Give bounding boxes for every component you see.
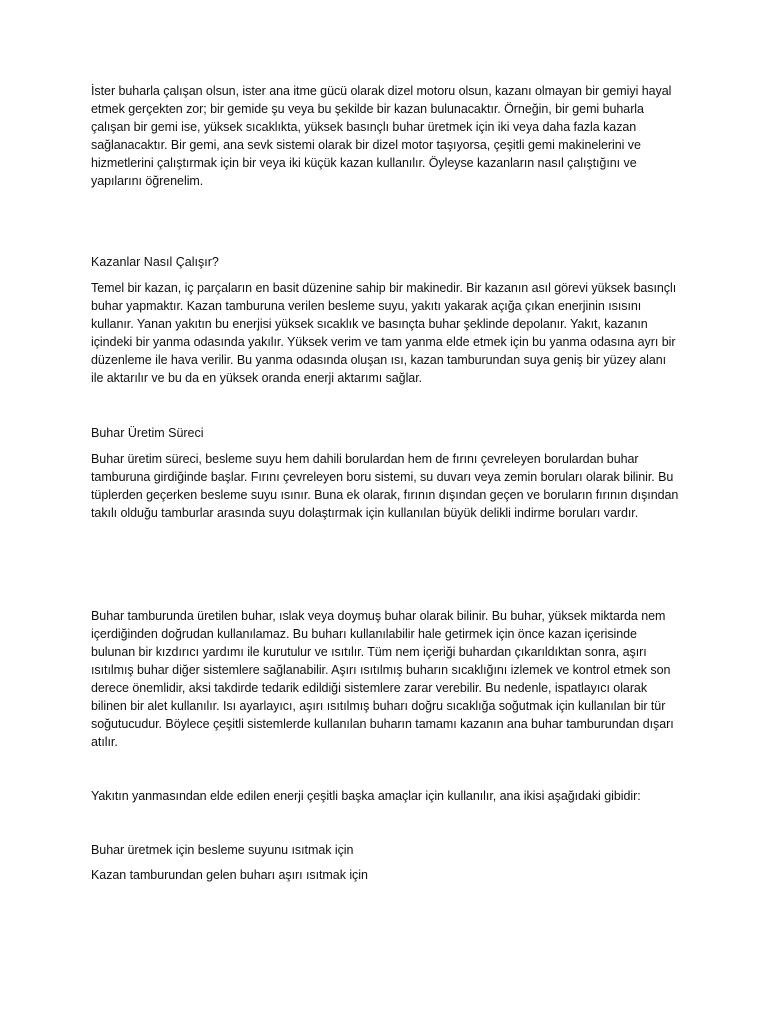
spacer: [91, 751, 681, 787]
list-item: Kazan tamburundan gelen buharı aşırı ısıtmak için: [91, 868, 368, 882]
spacer: [91, 442, 681, 450]
superheated-steam-paragraph: Buhar tamburunda üretilen buhar, ıslak veya doymuş buhar olarak bilinir. Bu buhar, yüksek miktarda nem içerdiğinden doğrudan kullanılamaz. Bu buharı kullanılabilir hale getirmek için önce kazan içerisinde bulunan bir kızdırıcı yardımı ile kurutulur ve ısıtılır. Tüm nem içeriği buhardan çıkarıldıktan sonra, aşırı ısıtılmış buhar diğer sistemlere sağlanabilir. Aşırı ısıtılmış buharın sıcaklığını izlemek ve kontrol etmek son derece önemlidir, aksi takdirde tedarik edildiği sistemlere zarar verebilir. Bu nedenle, ispatlayıcı olarak bilinen bir alet kullanılır. Isı ayarlayıcı, aşırı ısıtılmış buharı doğru sıcaklığa soğutmak için kullanılan bir tür soğutucudur. Böylece çeşitli sistemlerde kullanılan buharın tamamı kazanın ana buhar tamburundan dışarı atılır.: [91, 609, 674, 749]
spacer: [91, 859, 681, 866]
section-body-steam-generation: Buhar üretim süreci, besleme suyu hem dahili borulardan hem de fırını çevreleyen borulardan buhar tamburuna girdiğinde başlar. Fırını çevreleyen boru sistemi, su duvarı veya zemin boruları olarak bilinir. Bu tüplerden geçerken besleme suyu ısınır. Buna ek olarak, fırının dışından geçen ve boruların fırının dışından takılı olduğu tamburlar arasında suyu dolaştırmak için kullanılan büyük delikli indirme boruları vardır.: [91, 452, 679, 520]
spacer: [91, 271, 681, 279]
document-page: [91, 82, 681, 884]
spacer: [91, 190, 681, 253]
list-item: Buhar üretmek için besleme suyunu ısıtmak için: [91, 843, 354, 857]
section-body-how-boilers-work: Temel bir kazan, iç parçaların en basit düzenine sahip bir makinedir. Bir kazanın asıl görevi yüksek basınçlı buhar yapmaktır. Kazan tamburuna verilen besleme suyu, yakıtı yakarak açığa çıkan enerjinin ısısını kullanır. Yanan yakıtın bu enerjisi yüksek sıcaklık ve basınçta buhar şeklinde depolanır. Yakıt, kazanın içindeki bir yanma odasında yakılır. Yüksek verim ve tam yanma elde etmek için bu yanma odasına ayrı bir düzenleme ile hava verilir. Bu yanma odasında oluşan ısı, kazan tamburundan suya geniş bir yüzey alanı ile aktarılır ve bu da en yüksek oranda enerji aktarımı sağlar.: [91, 281, 677, 385]
energy-uses-paragraph: Yakıtın yanmasından elde edilen enerji çeşitli başka amaçlar için kullanılır, ana ikisi aşağıdaki gibidir:: [91, 789, 641, 803]
section-heading-steam-generation: Buhar Üretim Süreci: [91, 426, 204, 440]
intro-paragraph: İster buharla çalışan olsun, ister ana itme gücü olarak dizel motoru olsun, kazanı olmayan bir gemiyi hayal etmek gerçekten zor; bir gemide şu veya bu şekilde bir kazan bulunacaktır. Örneğin, bir gemi buharla çalışan bir gemi ise, yüksek sıcaklıkta, yüksek basınçlı buhar üretmek için iki veya daha fazla kazan sağlanacaktır. Bir gemi, ana sevk sistemi olarak bir dizel motor taşıyorsa, çeşitli gemi makinelerini ve hizmetlerini çalıştırmak için bir veya iki küçük kazan kullanılır. Öyleyse kazanların nasıl çalıştığını ve yapılarını öğrenelim.: [91, 84, 672, 188]
section-heading-how-boilers-work: Kazanlar Nasıl Çalışır?: [91, 255, 219, 269]
spacer: [91, 522, 681, 607]
spacer: [91, 805, 681, 841]
spacer: [91, 387, 681, 424]
